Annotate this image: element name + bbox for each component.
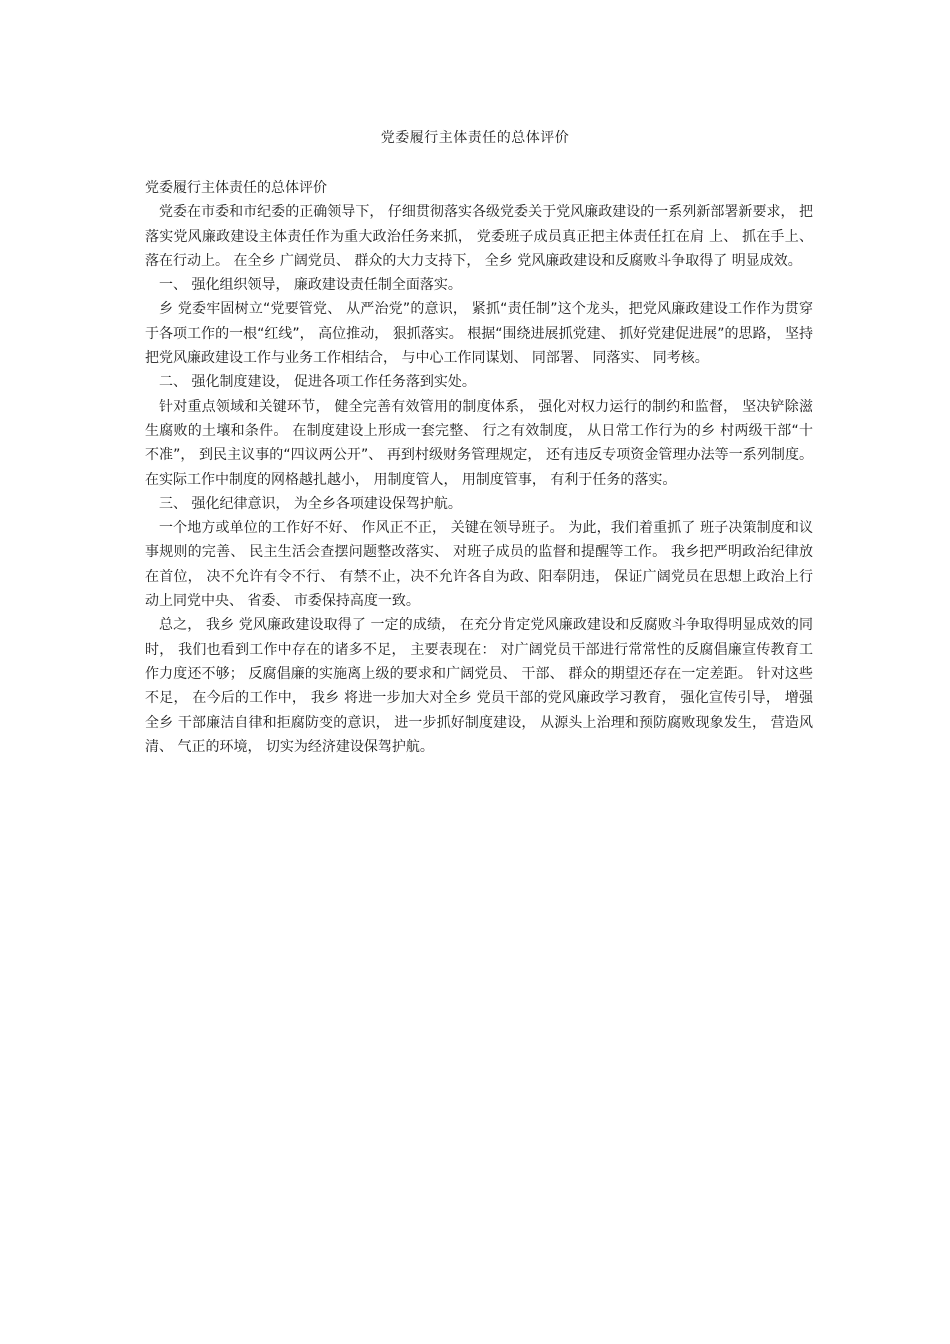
paragraph-section-1: 乡 党委牢固树立“党要管党、 从严治党”的意识， 紧抓“责任制”这个龙头，把党风廉政建设工作作为贯穿于各项工作的一根“红线”， 高位推动， 狠抓落实。 根据“围绕进展抓党建、 抓好党建促进展”的思路， 坚持把党风廉政建设工作与业务工作相结合， 与中心工作同谋划、 同部署、 同落实、 同考核。: [145, 301, 813, 367]
section-heading-3: 三、 强化纪律意识， 为全乡各项建设保驾护航。: [159, 495, 462, 512]
document-title: 党委履行主体责任的总体评价: [380, 130, 570, 146]
document-subtitle: 党委履行主体责任的总体评价: [145, 180, 327, 196]
paragraph-section-3: 一个地方或单位的工作好不好、 作风正不正， 关键在领导班子。 为此，我们着重抓了 班子决策制度和议事规则的完善、 民主生活会查摆问题整改落实、 对班子成员的监督和提醒等工作。 我乡把严明政治纪律放在首位， 决不允许有令不行、 有禁不止，决不允许各自为政、阳奉阴违， 保证广阔党员在思想上政治上行动上同党中央、 省委、 市委保持高度一致。: [145, 520, 813, 610]
paragraph-intro: 党委在市委和市纪委的正确领导下， 仔细贯彻落实各级党委关于党风廉政建设的一系列新部署新要求， 把落实党风廉政建设主体责任作为重大政治任务来抓， 党委班子成员真正把主体责任扛在肩 上、 抓在手上、 落在行动上。 在全乡 广阔党员、 群众的大力支持下， 全乡 党风廉政建设和反腐败斗争取得了 明显成效。: [145, 204, 813, 269]
section-heading-2: 二、 强化制度建设， 促进各项工作任务落到实处。: [159, 374, 476, 391]
section-heading-1: 一、 强化组织领导， 廉政建设责任制全面落实。: [159, 277, 462, 294]
paragraph-conclusion: 总之， 我乡 党风廉政建设取得了 一定的成绩， 在充分肯定党风廉政建设和反腐败斗争取得明显成效的同时， 我们也看到工作中存在的诸多不足， 主要表现在： 对广阔党员干部进行常常性的反腐倡廉宣传教育工作力度还不够； 反腐倡廉的实施离上级的要求和广阔党员、 干部、 群众的期望还存在一定差距。 针对这些不足， 在今后的工作中， 我乡 将进一步加大对全乡 党员干部的党风廉政学习教育， 强化宣传引导， 增强全乡 干部廉洁自律和拒腐防变的意识， 进一步抓好制度建设， 从源头上治理和预防腐败现象发生， 营造风清、 气正的环境， 切实为经济建设保驾护航。: [145, 617, 813, 755]
document-body: [145, 176, 813, 759]
paragraph-section-2: 针对重点领域和关键环节， 健全完善有效管用的制度体系， 强化对权力运行的制约和监督， 坚决铲除滋生腐败的土壤和条件。 在制度建设上形成一套完整、 行之有效制度， 从日常工作行为的乡 村两级干部“十不准”， 到民主议事的“四议两公开”、 再到村级财务管理规定， 还有违反专项资金管理办法等一系列制度。 在实际工作中制度的网格越扎越小， 用制度管人， 用制度管事， 有利于任务的落实。: [145, 398, 813, 488]
